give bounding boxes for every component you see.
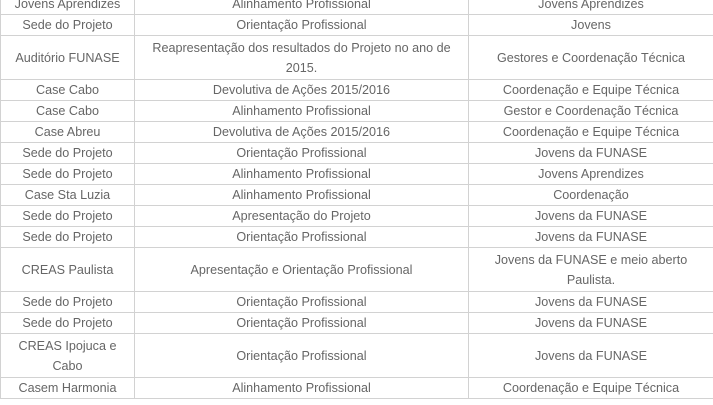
location-cell: Case Cabo: [1, 80, 135, 101]
activity-cell: Alinhamento Profissional: [135, 378, 469, 399]
table-row: [1, 36, 713, 80]
audience-cell: Jovens Aprendizes: [469, 164, 713, 185]
table-row: [1, 80, 713, 101]
activity-cell: Reapresentação dos resultados do Projeto no ano de 2015.: [135, 36, 469, 80]
activity-cell: Orientação Profissional: [135, 334, 469, 378]
activity-cell: Orientação Profissional: [135, 15, 469, 36]
location-cell: Case Abreu: [1, 122, 135, 143]
audience-cell: Coordenação e Equipe Técnica: [469, 80, 713, 101]
audience-cell: Jovens da FUNASE: [469, 292, 713, 313]
location-cell: Sede do Projeto: [1, 206, 135, 227]
table-row: [1, 185, 713, 206]
location-cell: Sede do Projeto: [1, 143, 135, 164]
location-cell: CREAS Paulista: [1, 248, 135, 292]
audience-cell: Jovens Aprendizes: [469, 0, 713, 15]
table-row: [1, 164, 713, 185]
audience-cell: Coordenação e Equipe Técnica: [469, 122, 713, 143]
table-row: [1, 248, 713, 292]
table-row: [1, 0, 713, 15]
audience-cell: Coordenação e Equipe Técnica: [469, 378, 713, 399]
audience-cell: Jovens da FUNASE: [469, 334, 713, 378]
table-row: [1, 334, 713, 378]
table-body: [1, 0, 713, 399]
audience-cell: Jovens da FUNASE: [469, 143, 713, 164]
audience-cell: Jovens da FUNASE: [469, 313, 713, 334]
audience-cell: Jovens da FUNASE e meio aberto Paulista.: [469, 248, 713, 292]
activity-cell: Orientação Profissional: [135, 227, 469, 248]
activity-cell: Alinhamento Profissional: [135, 0, 469, 15]
audience-cell: Jovens: [469, 15, 713, 36]
audience-cell: Gestor e Coordenação Técnica: [469, 101, 713, 122]
activity-cell: Apresentação do Projeto: [135, 206, 469, 227]
location-cell: Casem Harmonia: [1, 378, 135, 399]
audience-cell: Jovens da FUNASE: [469, 206, 713, 227]
activity-cell: Devolutiva de Ações 2015/2016: [135, 80, 469, 101]
location-cell: Sede do Projeto: [1, 164, 135, 185]
location-cell: Case Cabo: [1, 101, 135, 122]
table-row: [1, 313, 713, 334]
location-cell: Sede do Projeto: [1, 15, 135, 36]
activity-cell: Alinhamento Profissional: [135, 164, 469, 185]
table-row: [1, 206, 713, 227]
audience-cell: Coordenação: [469, 185, 713, 206]
audience-cell: Gestores e Coordenação Técnica: [469, 36, 713, 80]
table-row: [1, 143, 713, 164]
table-row: [1, 378, 713, 399]
table-row: [1, 15, 713, 36]
table-row: [1, 122, 713, 143]
activity-cell: Orientação Profissional: [135, 143, 469, 164]
table-row: [1, 292, 713, 313]
location-cell: CREAS Ipojuca e Cabo: [1, 334, 135, 378]
location-cell: Sede do Projeto: [1, 313, 135, 334]
location-cell: Sede do Projeto: [1, 292, 135, 313]
table-row: [1, 227, 713, 248]
location-cell: Sede do Projeto: [1, 227, 135, 248]
activity-cell: Alinhamento Profissional: [135, 185, 469, 206]
activity-cell: Alinhamento Profissional: [135, 101, 469, 122]
activity-cell: Apresentação e Orientação Profissional: [135, 248, 469, 292]
activity-cell: Orientação Profissional: [135, 313, 469, 334]
location-cell: Case Sta Luzia: [1, 185, 135, 206]
activity-cell: Devolutiva de Ações 2015/2016: [135, 122, 469, 143]
audience-cell: Jovens da FUNASE: [469, 227, 713, 248]
activity-cell: Orientação Profissional: [135, 292, 469, 313]
table-row: [1, 101, 713, 122]
location-cell: Jovens Aprendizes: [1, 0, 135, 15]
location-cell: Auditório FUNASE: [1, 36, 135, 80]
